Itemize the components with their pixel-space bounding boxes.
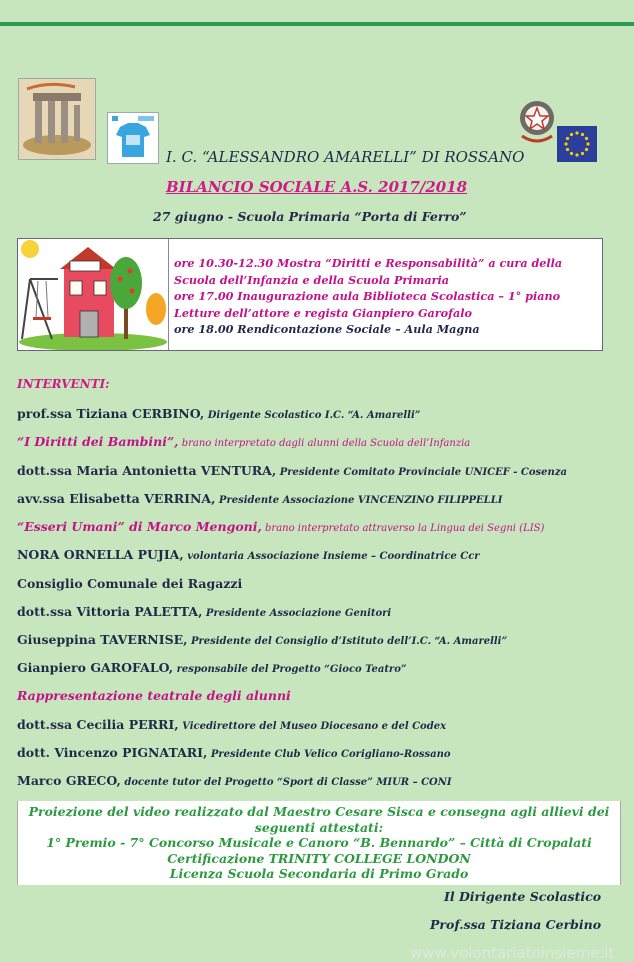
event-date-line: 27 giugno - Scuola Primaria “Porta di Ferro” [153,209,467,224]
schedule-line: ore 10.30-12.30 Mostra “Diritti e Responsabilità” a cura della [174,256,563,270]
speaker-item: dott.ssa Vittoria PALETTA, Presidente Associazione Genitori [17,604,392,619]
temple-logo-icon [18,78,96,160]
school-drawing-icon [18,239,169,350]
speaker-item: prof.ssa Tiziana CERBINO, Dirigente Scolastico I.C. “A. Amarelli” [17,406,421,421]
signature-name: Prof.ssa Tiziana Cerbino [430,917,602,932]
school-name: I. C. “ALESSANDRO AMARELLI” DI ROSSANO [166,148,525,166]
certificates-line: 1° Premio - 7° Concorso Musicale e Canoro “B. Bennardo” – Città di Cropalati [46,835,592,850]
speaker-item: dott.ssa Maria Antonietta VENTURA, Presidente Comitato Provinciale UNICEF - Cosenza [17,463,567,478]
schedule-line: Scuola dell’Infanzia e della Scuola Primaria [174,272,450,287]
speaker-item: dott. Vincenzo PIGNATARI, Presidente Club Velico Corigliano-Rossano [17,745,451,760]
speaker-item: Marco GRECO, docente tutor del Progetto “Sport di Classe” MIUR – CONI [17,773,452,788]
certificates-line: Proiezione del video realizzato dal Maestro Cesare Sisca e consegna agli allievi dei [28,804,610,819]
speaker-item: “Esseri Umani” di Marco Mengoni, brano interpretato attraverso la Lingua dei Segni (LIS) [17,519,545,534]
speaker-item: Rappresentazione teatrale degli alunni [17,688,291,703]
eu-flag-icon [557,126,597,162]
speaker-item: NORA ORNELLA PUJIA, volontaria Associazione Insieme – Coordinatrice Ccr [17,547,480,562]
unicef-shirt-icon [107,112,159,164]
certificates-box [17,801,621,885]
certificates-line: seguenti attestati: [254,819,384,835]
top-banner [0,0,634,26]
signature-title: Il Dirigente Scolastico [444,889,602,904]
certificates-line: Licenza Scuola Secondaria di Primo Grado [169,866,469,881]
republic-emblem-icon [516,96,558,146]
watermark: www.volontariatoinsieme.it [410,944,615,962]
interventi-heading: INTERVENTI: [17,377,110,391]
schedule-line: Letture dell’attore e regista Gianpiero Garofalo [174,305,472,320]
program-box [17,238,603,351]
document-title: BILANCIO SOCIALE A.S. 2017/2018 [166,178,468,196]
certificates-line: Certificazione TRINITY COLLEGE LONDON [167,850,471,866]
speaker-item: dott.ssa Cecilia PERRI, Vicedirettore del Museo Diocesano e del Codex [17,717,447,732]
speaker-item: Consiglio Comunale dei Ragazzi [17,576,243,591]
schedule-line: ore 18.00 Rendicontazione Sociale – Aula Magna [174,322,480,336]
program-schedule [174,255,600,338]
speaker-item: avv.ssa Elisabetta VERRINA, Presidente Associazione VINCENZINO FILIPPELLI [17,491,503,506]
speaker-item: “I Diritti dei Bambini”, brano interpretato dagli alunni della Scuola dell’Infanzia [17,434,471,449]
speaker-item: Gianpiero GAROFALO, responsabile del Progetto “Gioco Teatro” [17,660,407,675]
schedule-line: ore 17.00 Inaugurazione aula Biblioteca Scolastica – 1° piano [174,289,561,303]
speaker-item: Giuseppina TAVERNISE, Presidente del Consiglio d’Istituto dell’I.C. “A. Amarelli” [17,632,508,647]
